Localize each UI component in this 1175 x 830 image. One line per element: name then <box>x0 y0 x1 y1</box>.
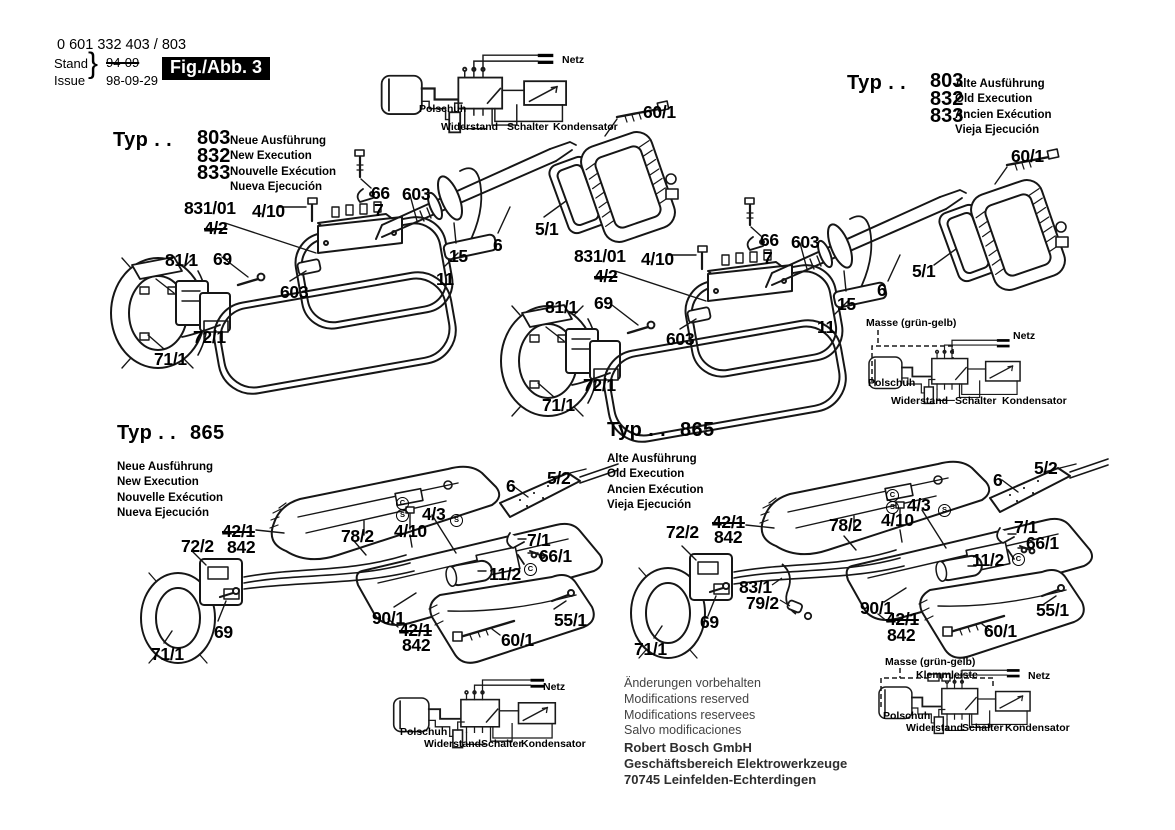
part-label-69: 69 <box>594 293 613 313</box>
wiring-schematic-right <box>869 339 1020 403</box>
variant-line: Alte Ausführung <box>955 78 1045 90</box>
part-label-603: 603 <box>666 329 695 349</box>
part-label-842: 842 <box>714 527 743 547</box>
part-label-81-1: 81/1 <box>545 297 578 317</box>
variant-text-new865 <box>117 460 223 522</box>
part-label-78-2: 78/2 <box>341 526 374 546</box>
part-label-842: 842 <box>887 625 916 645</box>
typ-prefix-old803: Typ . . <box>847 72 907 94</box>
wiring-label-kondensator: Kondensator <box>1005 722 1070 734</box>
model-number: 832 <box>930 87 964 110</box>
part-label-5-1: 5/1 <box>535 219 559 239</box>
variant-line: Alte Ausführung <box>607 453 697 465</box>
part-label-55-1: 55/1 <box>554 610 587 630</box>
wiring-label-widerstand: Widerstand <box>424 738 482 750</box>
wiring-label-polschuh: Polschuh <box>400 726 448 738</box>
variant-line: New Execution <box>230 150 312 163</box>
variant-text-new803 <box>230 134 336 196</box>
part-label-6: 6 <box>877 280 887 300</box>
variant-line: Nueva Ejecución <box>230 181 323 194</box>
part-label-90-1: 90/1 <box>372 608 405 628</box>
part-label-6: 6 <box>493 235 503 255</box>
wiring-label-schalter: Schalter <box>955 395 997 407</box>
part-label-42-1-struck: 42/1 <box>222 521 255 541</box>
part-label-11-2: 11/2 <box>972 550 1004 570</box>
circled-marker-s: S <box>886 501 899 514</box>
wiring-label-kondensator: Kondensator <box>553 121 618 133</box>
part-label-11-2: 11/2 <box>489 564 521 584</box>
model-number: 832 <box>197 144 231 167</box>
part-label-603: 603 <box>280 282 309 302</box>
part-label-71-1: 71/1 <box>154 349 187 369</box>
wiring-label-polschuh: Polschuh <box>868 377 916 389</box>
part-label-66-1: 66/1 <box>1026 533 1059 553</box>
variant-line: Vieja Ejecución <box>955 124 1040 137</box>
company-address <box>624 740 847 788</box>
part-label-81-1: 81/1 <box>165 250 198 270</box>
part-label-831-01: 831/01 <box>184 198 236 218</box>
part-label-60-1: 60/1 <box>984 621 1017 641</box>
part-label-5-2: 5/2 <box>1034 458 1058 478</box>
notice-line: Modifications reservees <box>624 707 756 722</box>
part-label-71-1: 71/1 <box>634 639 667 659</box>
part-label-71-1: 71/1 <box>151 644 184 664</box>
typ-models-new803 <box>197 127 231 184</box>
part-label-7-1: 7/1 <box>1014 517 1038 537</box>
part-label-7: 7 <box>763 248 773 268</box>
part-label-4-10: 4/10 <box>881 510 914 530</box>
part-label-11: 11 <box>817 317 835 337</box>
figure-number-badge: Fig./Abb. 3 <box>162 57 270 80</box>
part-label-69: 69 <box>700 612 719 632</box>
circled-marker-c: C <box>524 563 537 576</box>
notice-line: Salvo modificaciones <box>624 723 742 738</box>
model-number: 803 <box>197 127 231 149</box>
document-part-number: 0 601 332 403 / 803 <box>57 37 187 53</box>
part-label-5-2: 5/2 <box>547 468 571 488</box>
part-label-90-1: 90/1 <box>860 598 893 618</box>
part-label-66-1: 66/1 <box>539 546 572 566</box>
company-line: 70745 Leinfelden-Echterdingen <box>624 772 817 787</box>
typ-model-old865: 865 <box>680 419 715 441</box>
wiring-label-kondensator: Kondensator <box>1002 395 1067 407</box>
wiring-label-widerstand: Widerstand <box>906 722 964 734</box>
part-label-42-1-struck: 42/1 <box>399 620 432 640</box>
stand-label: Stand <box>54 56 88 71</box>
wiring-label-schalter: Schalter <box>507 121 549 133</box>
variant-line: Nouvelle Exécution <box>117 491 224 504</box>
part-label-15: 15 <box>449 246 468 266</box>
part-label-831-01: 831/01 <box>574 246 626 266</box>
notice-line: Änderungen vorbehalten <box>624 676 761 690</box>
part-label-11: 11 <box>436 269 454 289</box>
part-label-66: 66 <box>371 183 390 203</box>
stand-date-struck: 94-09 <box>106 55 140 70</box>
part-label-78-2: 78/2 <box>829 515 862 535</box>
wiring-label-netz: Netz <box>543 681 566 693</box>
wiring-label-netz: Netz <box>1013 330 1036 342</box>
circled-marker-s: S <box>450 514 463 527</box>
wiring-label-klemmleiste: Klemmleiste <box>916 669 978 681</box>
part-label-603: 603 <box>791 232 820 252</box>
variant-line: Vieja Ejecución <box>607 499 692 512</box>
wiring-label-schalter: Schalter <box>962 722 1004 734</box>
variant-line: Old Execution <box>607 468 685 481</box>
part-label-60-1: 60/1 <box>643 102 676 122</box>
part-label-4-3: 4/3 <box>907 495 931 515</box>
circled-marker-s: S <box>396 509 409 522</box>
part-label-60-1: 60/1 <box>1011 146 1044 166</box>
part-label-42-1-struck: 42/1 <box>886 609 919 629</box>
part-label-72-1: 72/1 <box>583 375 616 395</box>
variant-line: Nouvelle Exécution <box>230 165 337 178</box>
part-label-79-2: 79/2 <box>746 593 779 613</box>
part-label-69: 69 <box>213 249 232 269</box>
part-label-60-1: 60/1 <box>501 630 534 650</box>
typ-prefix-new865: Typ . . <box>117 422 177 444</box>
company-line: Robert Bosch GmbH <box>624 740 752 755</box>
wiring-label-masse: Masse (grün-gelb) <box>885 656 976 668</box>
part-label-15: 15 <box>837 294 856 314</box>
wiring-label-polschuh: Polschuh <box>883 710 931 722</box>
circled-marker-c: C <box>1012 553 1025 566</box>
part-label-69: 69 <box>214 622 233 642</box>
wiring-label-widerstand: Widerstand <box>891 395 949 407</box>
part-label-7: 7 <box>374 200 384 220</box>
model-number: 833 <box>197 162 231 184</box>
part-label-842: 842 <box>227 537 256 557</box>
part-label-842: 842 <box>402 635 431 655</box>
circled-marker-s: S <box>938 504 951 517</box>
part-label-6: 6 <box>993 470 1003 490</box>
typ-prefix-old865: Typ . . <box>607 419 667 441</box>
variant-line: Nueva Ejecución <box>117 507 210 520</box>
brace-glyph: } <box>88 47 99 80</box>
variant-text-old865 <box>607 452 704 514</box>
part-label-603: 603 <box>402 184 431 204</box>
part-label-4-3: 4/3 <box>422 504 446 524</box>
company-line: Geschäftsbereich Elektrowerkzeuge <box>624 756 848 771</box>
issue-label: Issue <box>54 73 86 88</box>
issue-date: 98-09-29 <box>106 73 159 88</box>
part-label-72-2: 72/2 <box>181 536 214 556</box>
wiring-label-kondensator: Kondensator <box>521 738 586 750</box>
part-label-4-2-struck: 4/2 <box>594 266 618 286</box>
typ-model-new865: 865 <box>190 422 225 444</box>
wiring-label-netz: Netz <box>562 54 585 66</box>
variant-line: Ancien Exécution <box>955 108 1052 121</box>
part-label-6: 6 <box>506 476 516 496</box>
part-label-4-10: 4/10 <box>252 201 285 221</box>
model-number: 803 <box>930 70 964 92</box>
wiring-label-masse: Masse (grün-gelb) <box>866 317 957 329</box>
typ-prefix-new803: Typ . . <box>113 129 173 151</box>
part-label-66: 66 <box>760 230 779 250</box>
wiring-label-netz: Netz <box>1028 670 1051 682</box>
variant-line: Old Execution <box>955 93 1033 106</box>
notice-line: Modifications reserved <box>624 691 750 706</box>
variant-line: Ancien Exécution <box>607 483 704 496</box>
model-number: 833 <box>930 105 964 127</box>
part-label-72-2: 72/2 <box>666 522 699 542</box>
wiring-label-schalter: Schalter <box>481 738 523 750</box>
variant-line: Neue Ausführung <box>117 461 214 473</box>
variant-line: Neue Ausführung <box>230 135 327 147</box>
wiring-label-polschuh: Polschuh <box>419 103 467 115</box>
wiring-label-widerstand: Widerstand <box>441 121 499 133</box>
part-label-4-10: 4/10 <box>641 249 674 269</box>
modifications-notice <box>624 676 761 739</box>
part-label-7-1: 7/1 <box>527 530 551 550</box>
part-label-71-1: 71/1 <box>542 395 575 415</box>
part-label-4-10: 4/10 <box>394 521 427 541</box>
circled-marker-c: C <box>396 497 409 510</box>
variant-text-old803 <box>955 77 1052 139</box>
part-label-72-1: 72/1 <box>193 327 226 347</box>
part-label-42-1-struck: 42/1 <box>712 512 745 532</box>
part-label-55-1: 55/1 <box>1036 600 1069 620</box>
part-label-4-2-struck: 4/2 <box>204 218 228 238</box>
part-label-83-1: 83/1 <box>739 577 772 597</box>
circled-marker-c: C <box>886 489 899 502</box>
part-label-5-1: 5/1 <box>912 261 936 281</box>
variant-line: New Execution <box>117 476 199 489</box>
